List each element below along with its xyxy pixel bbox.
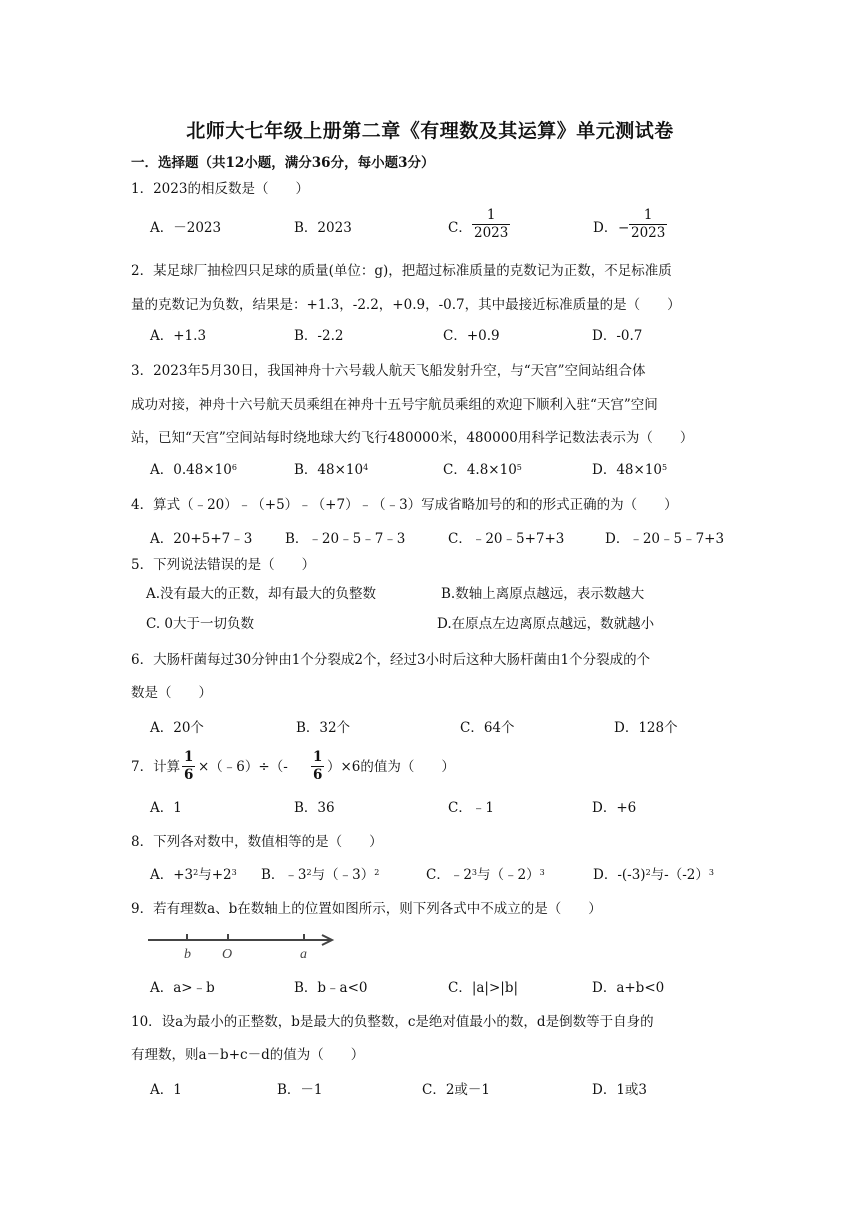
q4-option-b: B．﹣20﹣5﹣7﹣3 — [285, 531, 406, 547]
q7-frac1-num: 1 — [184, 749, 194, 765]
q2-stem-line2: 量的克数记为负数，结果是：+1.3，-2.2，+0.9，-0.7，其中最接近标准质量的是（ ） — [131, 297, 681, 313]
q1-d-numerator: 1 — [643, 207, 653, 223]
q7-stem-pre: 7．计算 — [131, 759, 181, 775]
q3-option-c: C．$4.8\times 10^5$ — [443, 462, 522, 478]
q10-option-c: C．2或－1 — [422, 1082, 491, 1098]
q7-option-a: A．1 — [150, 800, 182, 816]
q4-option-c: C．﹣20﹣5+7+3 — [448, 531, 565, 547]
q1-c-numerator: 1 — [486, 207, 496, 223]
q2-option-d: D．-0.7 — [592, 328, 643, 344]
q8-option-d: D．$-(-3)^2$与$-(-2)^3$ — [593, 867, 714, 883]
q7-stem-mid: ×（﹣6）÷（- — [198, 759, 288, 775]
q8-stem: 8．下列各对数中，数值相等的是（ ） — [131, 834, 383, 850]
q1-d-sign: − — [618, 220, 630, 236]
q7-option-c: C．﹣1 — [448, 800, 494, 816]
q3-stem-line1: 3．2023年5月30日，我国神舟十六号载人航天飞船发射升空，与“天宫”空间站组合体 — [131, 363, 646, 379]
q5-option-c: C. 0大于一切负数 — [146, 616, 255, 632]
q7-option-b: B．36 — [294, 800, 335, 816]
q9-option-b: B．b﹣a<0 — [294, 980, 368, 996]
q1-option-b: B．2023 — [294, 220, 352, 236]
q2-stem-line1: 2．某足球厂抽检四只足球的质量(单位：g)，把超过标准质量的克数记为正数，不足标准质 — [131, 263, 672, 279]
q9-number-line — [146, 928, 342, 962]
q6-option-c: C．64个 — [460, 720, 515, 736]
q6-stem-line2: 数是（ ） — [131, 685, 212, 701]
page-title: 北师大七年级上册第二章《有理数及其运算》单元测试卷 — [186, 120, 674, 142]
q6-stem-line1: 6．大肠杆菌每过30分钟由1个分裂成2个，经过3小时后这种大肠杆菌由1个分裂成的个 — [131, 652, 651, 668]
q4-stem: 4．算式（﹣20）﹣（+5）﹣（+7）﹣（﹣3）写成省略加号的和的形式正确的为（ ） — [131, 497, 678, 513]
q3-option-b: B．$48\times 10^4$ — [294, 462, 369, 478]
q5-stem: 5．下列说法错误的是（ ） — [131, 557, 316, 573]
q7-frac2-num: 1 — [313, 749, 323, 765]
q1-c-denominator: 2023 — [474, 225, 509, 241]
q8-option-b: B．$﹣3^2$与（﹣3）$^2$ — [261, 867, 380, 883]
q9-option-d: D．a+b<0 — [592, 980, 665, 996]
label-o: O — [222, 947, 233, 962]
q7-option-d: D．+6 — [592, 800, 637, 816]
q10-option-d: D．1或3 — [592, 1082, 648, 1098]
q7-frac1-den: 6 — [184, 767, 194, 783]
q7-frac2-den: 6 — [313, 767, 323, 783]
q3-option-d: D．$48\times 10^5$ — [592, 462, 668, 478]
q1-d-denominator: 2023 — [631, 225, 666, 241]
q4-option-a: A．20+5+7﹣3 — [150, 531, 253, 547]
q9-stem: 9．若有理数a、b在数轴上的位置如图所示，则下列各式中不成立的是（ ） — [131, 901, 602, 917]
q3-stem-line3: 站，已知“天宫”空间站每时绕地球大约飞行480000米，480000用科学记数法表示为（ ） — [131, 430, 694, 446]
q1-stem: 1．2023的相反数是（ ） — [131, 181, 309, 197]
q2-option-c: C．+0.9 — [443, 328, 500, 344]
q2-option-a: A．+1.3 — [150, 328, 207, 344]
q4-option-d: D．﹣20﹣5﹣7+3 — [605, 531, 725, 547]
q9-option-a: A．a>﹣b — [150, 980, 215, 996]
q10-option-b: B．－1 — [277, 1082, 323, 1098]
q6-option-b: B．32个 — [296, 720, 351, 736]
q9-option-c: C．|a|>|b| — [448, 980, 519, 996]
q10-stem-line1: 10．设a为最小的正整数，b是最大的负整数，c是绝对值最小的数，d是倒数等于自身的 — [131, 1014, 654, 1030]
q7-fraction-1 — [182, 749, 195, 784]
q5-option-a: A.没有最大的正数，却有最大的负整数 — [146, 586, 377, 602]
q6-option-a: A．20个 — [150, 720, 204, 736]
q1-option-d-label: D． — [593, 220, 618, 236]
q1-option-a: A．－2023 — [150, 220, 222, 236]
q3-stem-line2: 成功对接，神舟十六号航天员乘组在神舟十五号宇航员乘组的欢迎下顺利入驻“天宫”空间 — [131, 397, 658, 413]
q10-stem-line2: 有理数，则a－b+c－d的值为（ ） — [131, 1047, 365, 1063]
q1-option-c-label: C． — [448, 220, 472, 236]
label-b: b — [184, 947, 191, 962]
q5-option-b: B.数轴上离原点越远，表示数越大 — [441, 586, 645, 602]
label-a: a — [300, 947, 307, 962]
q1-option-c-fraction — [472, 207, 510, 242]
q3-option-a: A．$0.48\times 10^6$ — [150, 462, 237, 478]
section-heading: 一．选择题（共12小题，满分36分，每小题3分） — [131, 155, 435, 171]
q6-option-d: D．128个 — [614, 720, 678, 736]
q1-option-d-fraction — [629, 207, 667, 242]
q7-stem-post: ）×6的值为（ ） — [327, 759, 455, 775]
q5-option-d: D.在原点左边离原点越远，数就越小 — [437, 616, 655, 632]
q2-option-b: B．-2.2 — [294, 328, 344, 344]
q7-fraction-2 — [311, 749, 324, 784]
q8-option-c: C．$﹣2^3$与（﹣2）$^3$ — [426, 867, 545, 883]
q8-option-a: A．$+3^2$与$+2^3$ — [150, 867, 237, 883]
q10-option-a: A．1 — [150, 1082, 182, 1098]
